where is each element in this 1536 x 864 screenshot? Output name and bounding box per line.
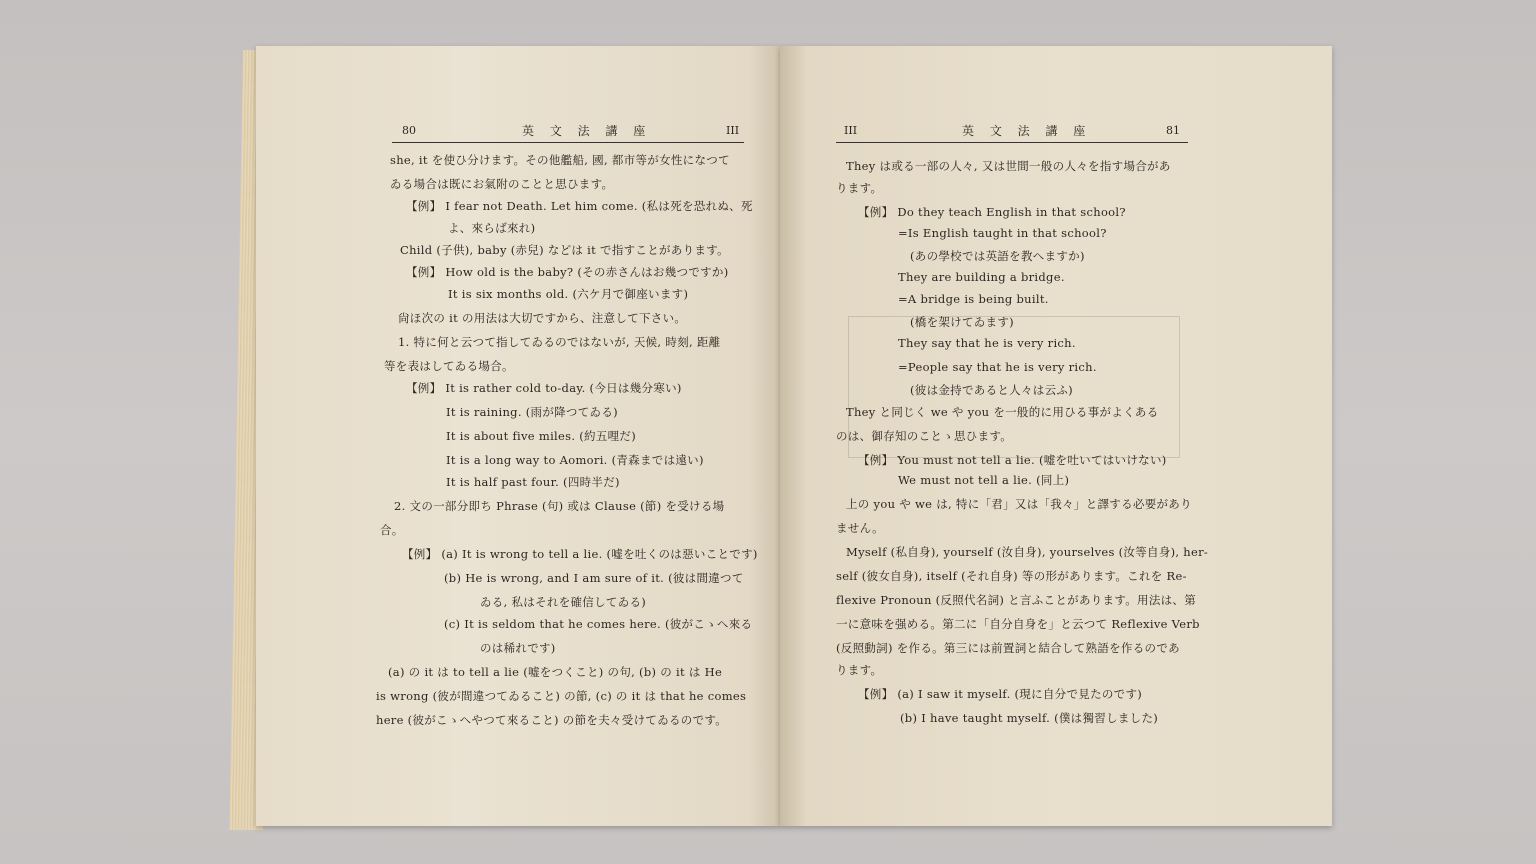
text-line: 【例】 (a) It is wrong to tell a lie. (嘘を吐くのは惡いことです) [402,547,758,561]
text-line: It is a long way to Aomori. (青森までは遠い) [446,453,704,467]
text-line: (b) He is wrong, and I am sure of it. (彼は間違つて [444,571,744,585]
text-line: It is half past four. (四時半だ) [446,475,620,489]
text-line: ません。 [836,521,884,535]
text-line: よ、來らば來れ) [448,221,536,235]
text-line: (反照動詞) を作る。第三には前置詞と結合して熟語を作るのであ [836,641,1180,655]
text-line: she, it を使ひ分けます。その他艦船, 國, 都市等が女性になつて [390,153,730,167]
text-line: =Is English taught in that school? [898,226,1107,240]
text-line: 2. 文の一部分即ち Phrase (句) 或は Clause (節) を受ける場 [394,499,725,513]
text-line: (a) の it は to tell a lie (嘘をつくこと) の句, (b) の it は He [388,665,723,679]
text-line: They と同じく we や you を一般的に用ひる事がよくある [846,405,1159,419]
text-line: 尙ほ次の it の用法は大切ですから、注意して下さい。 [398,311,687,325]
text-line: We must not tell a lie. (同上) [898,473,1070,487]
text-line: =A bridge is being built. [898,292,1049,306]
text-line: 1. 特に何と云つて指してゐるのではないが, 天候, 時刻, 距離 [398,335,721,349]
text-line: They say that he is very rich. [898,336,1076,350]
text-line: (c) It is seldom that he comes here. (彼がこゝへ來る [444,617,753,631]
text-line: ゐる, 私はそれを確信してゐる) [480,595,647,609]
text-line: (b) I have taught myself. (僕は獨習しました) [900,711,1159,725]
text-line: (彼は金持であると人々は云ふ) [910,383,1073,397]
text-line: Child (子供), baby (赤兒) などは it で指すことがあります。 [400,243,729,257]
right-page-title: 英 文 法 講 座 [962,124,1092,138]
text-line: 【例】 How old is the baby? (その赤さんはお幾つですか) [406,265,729,279]
right-header-rule [836,142,1188,143]
text-line: They は或る一部の人々, 又は世間一般の人々を指す場合があ [846,159,1171,173]
right-page-number: 81 [1166,124,1180,137]
text-line: flexive Pronoun (反照代名詞) と言ふことがあります。用法は、第 [836,593,1197,607]
text-line: 【例】 It is rather cold to-day. (今日は幾分寒い) [406,381,682,395]
text-line: 【例】 I fear not Death. Let him come. (私は死を恐れぬ、死 [406,199,753,213]
right-volume: III [844,124,858,137]
text-line: 等を表はしてゐる場合。 [384,359,514,373]
left-header-rule [392,142,744,143]
text-line: They are building a bridge. [898,270,1065,284]
text-line: (橋を架けてゐます) [910,315,1014,329]
text-line: のは稀れです) [480,641,556,655]
text-line: のは、御存知のことゝ思ひます。 [836,429,1013,443]
text-line: 【例】 You must not tell a lie. (嘘を吐いてはいけない) [858,453,1167,467]
text-line: ります。 [836,181,883,195]
text-line: (あの學校では英語を教へますか) [910,249,1085,263]
left-page-number: 80 [402,124,416,137]
text-line: self (彼女自身), itself (それ自身) 等の形があります。これを Re- [836,569,1187,583]
text-line: 合。 [380,523,404,537]
text-line: 上の you や we は, 特に「君」又は「我々」と譯する必要があり [846,497,1192,511]
text-line: 一に意味を强める。第二に「自分自身を」と云つて Reflexive Verb [836,617,1200,631]
left-page-title: 英 文 法 講 座 [522,124,652,138]
text-line: Myself (私自身), yourself (汝自身), yourselves (汝等自身), her- [846,545,1209,559]
text-line: 【例】 Do they teach English in that school? [858,205,1126,219]
left-volume: III [726,124,740,137]
text-line: It is raining. (雨が降つてゐる) [446,405,618,419]
text-line: 【例】 (a) I saw it myself. (現に自分で見たのです) [858,687,1143,701]
text-line: is wrong (彼が間違つてゐること) の節, (c) の it は that he comes [376,689,747,703]
text-line: =People say that he is very rich. [898,360,1097,374]
text-line: ゐる場合は既にお氣附のことと思ひます。 [390,177,614,191]
text-line: It is about five miles. (約五哩だ) [446,429,637,443]
text-line: ります。 [836,663,883,677]
text-line: here (彼がこゝへやつて來ること) の節を夫々受けてゐるのです。 [376,713,728,727]
text-line: It is six months old. (六ケ月で御座います) [448,287,689,301]
